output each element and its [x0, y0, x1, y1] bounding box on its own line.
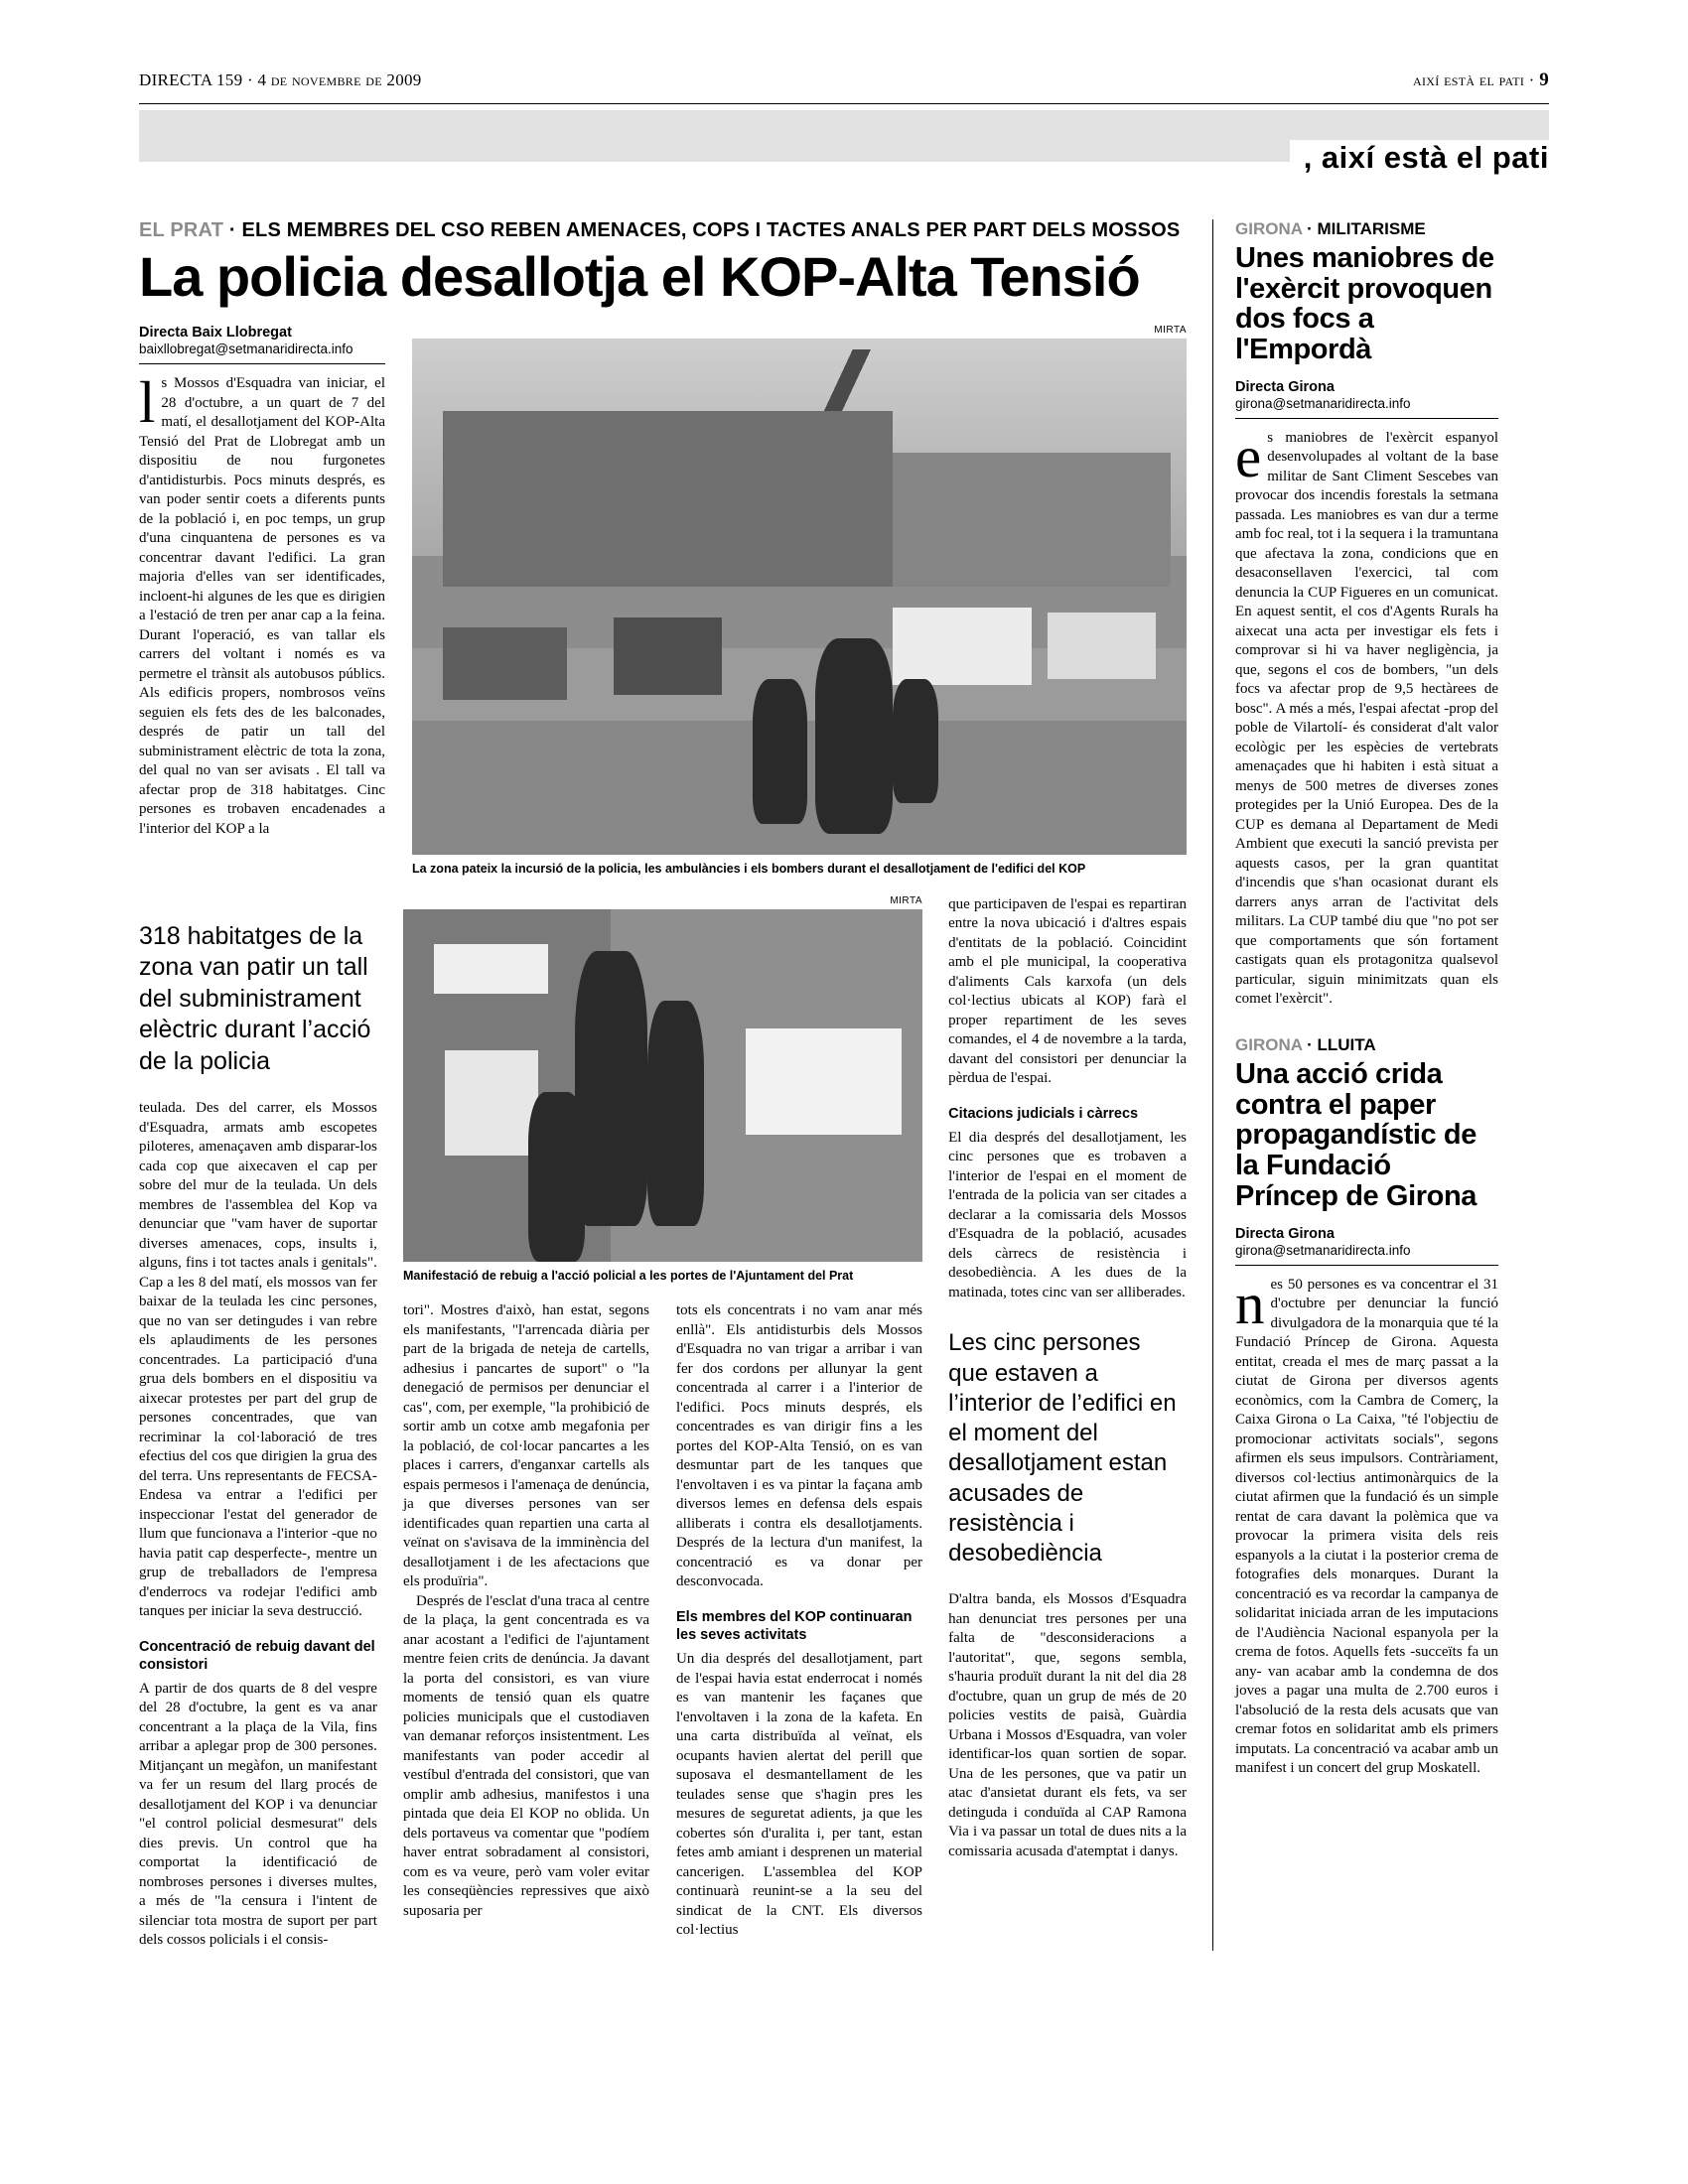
photo-1-officer-3	[893, 679, 939, 803]
masthead	[139, 69, 1549, 103]
byline-rule	[139, 363, 385, 364]
byline-email: baixllobregat@setmanaridirecta.info	[139, 341, 353, 357]
sidebar-1-headline: Unes maniobres de l'exèrcit provoquen dos focs a l'Empordà	[1235, 242, 1494, 366]
pull-quote-1: 318 habitatges de la zona van patir un tall del subministrament elèctric durant l’acció de la policia	[139, 921, 371, 1075]
photo-2-officer-3	[528, 1092, 586, 1261]
photo-2-papers	[445, 1050, 538, 1157]
photo-1-truck	[443, 627, 567, 700]
sidebar-1-kicker-place: GIRONA	[1235, 219, 1303, 238]
column-3	[676, 1301, 922, 1940]
col1-paragraph-1: ls Mossos d'Esquadra van iniciar, el 28 d'octubre, a un quart de 7 del matí, el desallotjament del KOP-Alta Tensió del Prat de Llobregat amb un dispositiu de nou furgonetes d'antidisturbis. Pocs minuts després, es van poder sentir coets a diferents punts de la població i, en poc temps, un grup d'una cinquantena de persones es va concentrar davant l'edifici. La gran majoria d'elles van ser identificades, incloent-hi algunes de les que es dirigien a l'estació de tren per anar cap a la feina. Durant l'operació, es van tallar els carrers del voltant i només es va permetre el trànsit als autobusos públics. Als edificis propers, nombrosos veïns seguien els fets des de les balconades, després de patir un tall del subministrament elèctric de tota la zona, del qual no van ser avisats . El tall va afectar prop de 318 habitatges. Cinc persones es trobaven encadenades a l'interior del KOP a la	[139, 369, 385, 837]
column-gap-2	[922, 895, 948, 1951]
column-1-continued	[139, 895, 377, 1951]
column-gap	[377, 895, 403, 1951]
byline: Directa Baix Llobregat	[139, 325, 292, 341]
sidebar-1-kicker-rest: · MILITARISME	[1302, 219, 1426, 238]
photo-2-caption: Manifestació de rebuig a l'acció policial a les portes de l'Ajuntament del Prat	[403, 1268, 854, 1283]
sidebar-2-kicker	[1235, 1035, 1498, 1055]
photo-2-officer-1	[575, 951, 647, 1226]
col3-paragraph-2: Un dia després del desallotjament, part de l'espai havia estat enderrocat i només es van mantenir les façanes que l'envoltaven i la zona de la kafeta. En una carta distribuïda al veïnat, els ocupants havien alertat del perill que suposava el desmantellament de les teulades sense que s'hagin pres les mesures de seguretat adients, ja que les cobertes són d'uralita i, per tant, estan fetes amb amiant i desprenen un material cancerigen. L'assemblea del KOP continuarà reunint-se a la seu del sindicat de la CNT. Els diversos col·lectius	[676, 1651, 922, 1939]
photo-1	[412, 339, 1187, 855]
col4-subhead: Citacions judicials i càrrecs	[948, 1105, 1139, 1122]
sidebar-2-byline: Directa Girona	[1235, 1225, 1335, 1242]
column-1	[139, 325, 385, 878]
sidebar	[1212, 219, 1498, 1951]
col2-paragraph-1: tori". Mostres d'això, han estat, segons els manifestants, "l'arrencada diària per part de la brigada de neteja de cartells, adhesius i pancartes de suport" o "la denegació de permisos per denunciar el cas", com, per exemple, "la prohibició de sortir amb un cotxe amb megafonia per la població, de col·locar pancartes a les places i carrers, d'enganxar cartells als espais permesos i l'amenaça de denúncia, ja que diverses persones van ser identificades quan repartien una carta al veïnat on s'avisava de la imminència del desallotjament i de les afectacions que els produïria".	[403, 1302, 649, 1590]
col4-paragraph-2: El dia després del desallotjament, les cinc persones que es trobaven a l'interior de l'espai en el moment de l'entrada de la policia van ser citades a declarar a la comissaria dels Mossos d'Esquadra de la població, acusades dels càrrecs de resistència i desobediència. A les dues de la matinada, totes cinc van ser alliberades.	[948, 1129, 1187, 1300]
col2-paragraph-2: Després de l'esclat d'una traca al centre de la plaça, la gent concentrada es va anar acostant a l'edifici de l'ajuntament mentre feien crits de denúncia. Ja davant la porta del consistori, es van viure moments de tensió quan els quatre policies municipals que el custodiaven van demanar reforços insistentment. Les manifestants van poder accedir al vestíbul d'entrada del consistori, que van omplir amb adhesius, manifestos i una pintada que deia El KOP no oblida. Un dels portaveus va comentar que "podíem haver entrat sobradament al consistori, com es va veure, però vam voler evitar les conseqüències repressives que això suposaria per	[403, 1592, 649, 1919]
photo-1-officer-1	[815, 638, 893, 835]
photo-1-building	[443, 411, 892, 587]
sidebar-2-headline: Una acció crida contra el paper propagandístic de la Fundació Príncep de Girona	[1235, 1057, 1477, 1212]
kicker-place: EL PRAT	[139, 219, 224, 241]
masthead-rule	[139, 103, 1549, 104]
sidebar-2-kicker-place: GIRONA	[1235, 1034, 1303, 1054]
main-sidebar-gutter	[1187, 219, 1212, 1951]
mid-region	[139, 895, 1187, 1951]
column-4	[948, 895, 1187, 1951]
col3-subhead: Els membres del KOP continuaran les seves activitats	[676, 1608, 913, 1643]
col1-subhead: Concentració de rebuig davant del consistori	[139, 1638, 375, 1673]
photo-1-firetruck	[1048, 613, 1156, 680]
article-kicker	[139, 219, 1187, 242]
masthead-left: DIRECTA 159 · 4 de novembre de 2009	[139, 70, 422, 89]
col1-paragraph-2: teulada. Des del carrer, els Mossos d'Esquadra, armats amb escopetes piloteres, amenaçaven amb disparar-los cada cop que aixecaven el cap per sobre del mur de la teulada. Un dels membres de l'assemblea del Kop va denunciar que "vam haver de suportar diverses amenaces, cops, insults i, alguns, fins i tot tactes anals i genitals". Cap a les 8 del matí, els mossos van fer baixar de la teulada les cinc persones, que no van ser detingudes i van rebre els aplaudiments de les persones concentrades. La participació d'una grua dels bombers en el dispositiu va aixecar protestes per part del grup de persones concentrades, que van recriminar la col·laboració de tres efectius del cos que dirigien la grua des del terra. Uns representants de FECSA-Endesa va entrar a l'edifici per inspeccionar l'estat del generador de llum que funcionava a l'interior -que no havia patit cap desperfecte-, mentre un grup de treballadors de l'empresa d'enderrocs va rodejar l'edifici amb tanques per iniciar la seva destrucció.	[139, 1100, 377, 1620]
photo-1-wrap	[412, 325, 1187, 878]
page-number: 9	[1539, 69, 1549, 90]
col1-paragraph-3: A partir de dos quarts de 8 del vespre del 28 d'octubre, la gent es va anar concentrant a la plaça de la Vila, fins arribar a aplegar prop de 300 persones. Mitjançant un megàfon, un manifestant va fer un resum del llarg procés de desallotjament del KOP i va denunciar "el control policial desmesurat" dels dies previs. Un control que ha comportat la identificació de nombroses persones i diverses multes, a més de "la censura i l'intent de silenciar tota mostra de suport per part dels cossos policials i el consis-	[139, 1680, 377, 1949]
sidebar-1-kicker	[1235, 219, 1498, 239]
sidebar-2-email: girona@setmanaridirecta.info	[1235, 1242, 1411, 1258]
col4-paragraph-3: D'altra banda, els Mossos d'Esquadra han denunciat tres persones per una falta de "desconsideracions a l'autoritat", que, segons sembla, s'hauria produït durant la nit del dia 28 d'octubre, quan un grup de més de 20 policies vestits de paisà, Guàrdia Urbana i Mossos d'Esquadra, van voler identificar-los quan sortien de sopar. Una de les persones, que va patir un atac d'ansietat durant els fets, va ser detinguda i conduïda al CAP Ramona Via i va passar un total de dues nits a la comissaria acusada d'atemptat i danys.	[948, 1591, 1187, 1859]
section-band	[139, 110, 1549, 175]
masthead-section: així està el pati ·	[1413, 70, 1540, 89]
col3-paragraph-1: tots els concentrats i no vam anar més enllà". Els antidisturbis dels Mossos d'Esquadra no van trigar a arribar i van fer dos cordons per allunyar la gent concentrada al carrer i a l'interior de l'edifici. Pocs minuts després, els concentrades es van dirigir fins a les portes del KOP-Alta Tensió, on es van desmuntar part de les tanques que l'envoltaven i es va pintar la façana amb diversos lemes en defensa dels espais alliberats i contra els desallotjaments. Després de la lectura d'un manifest, la concentració es va donar per desconvocada.	[676, 1302, 922, 1590]
masthead-right	[1413, 69, 1549, 91]
sidebar-2-kicker-rest: · LLUITA	[1302, 1034, 1376, 1054]
sidebar-article-2	[1235, 1035, 1498, 1779]
photo-1-credit: MIRTA	[1154, 325, 1187, 337]
photo-2-credit: MIRTA	[890, 894, 922, 906]
photo-1-ambulance	[893, 608, 1032, 685]
col4-paragraph-1: que participaven de l'espai es repartiran entre la nova ubicació i d'altres espais d'entitats de la població. Coincidint amb el ple municipal, la cooperativa d'aliments Cals karxofa (un dels col·lectius ubicats al KOP) farà el proper repartiment de les seves comandes, el 4 de novembre a la tarda, davant del consistori per denunciar la pèrdua de l'espai.	[948, 895, 1187, 1087]
sidebar-1-body: es maniobres de l'exèrcit espanyol desenvolupades al voltant de la base militar de Sant Climent Sescebes van provocar dos incendis forestals la setmana passada. Les maniobres es van dur a terme amb foc real, tot i la sequera i la tramuntana que afectava la zona, condicions que en desaconsellaven l'exercici, tal com denuncia la CUP Figueres en un comunicat. En aquest sentit, el cos d'Agents Rurals ha aixecat una acta per investigar els fets i comprovar si hi va haver negligència, ja que, segons el cos de bombers, "un dels focs va afectar prop de 9,5 hectàrees de bosc". A més a més, l'espai afectat -prop del poble de Vilartolí- és considerat d'alt valor ecològic per les espècies de vertebrats amenaçades que hi habiten i està situat a menys de 500 metres de diverses zones protegides per la Unió Europea. Des de la CUP es demana al Departament de Medi Ambient que executi la sanció prevista per aquests casos, per la gran quantitat d'incendis que s'han ocasionat durant els darrers anys arran de l'activitat dels militars. La CUP també diu que "no pot ser que comportaments que són fortament castigats quan els protagonitza qualsevol particular, siguin minimitzats quan els comet l'exèrcit".	[1235, 423, 1498, 1008]
top-region	[139, 325, 1187, 878]
photo-2-officer-2	[647, 1001, 705, 1226]
columns-2-3	[403, 1301, 922, 1940]
sidebar-1-rule	[1235, 418, 1498, 419]
photo-2	[403, 909, 922, 1262]
page-content	[139, 219, 1549, 1951]
photo-2-banner	[746, 1028, 902, 1135]
photo-1-van	[614, 617, 722, 695]
sidebar-1-email: girona@setmanaridirecta.info	[1235, 395, 1411, 411]
photo-1-building-right	[893, 453, 1172, 587]
sidebar-article-1	[1235, 219, 1498, 1010]
column-2-3-block	[403, 895, 922, 1951]
pull-quote-2: Les cinc persones que estaven a l’interior de l’edifici en el moment del desallotjament estan acusades de resistència i desobediència	[948, 1329, 1177, 1567]
section-band-title: , així està el pati	[1290, 140, 1549, 176]
photo-1-caption: La zona pateix la incursió de la policia, les ambulàncies i els bombers durant el desallotjament de l'edifici del KOP	[412, 862, 1086, 877]
photo-1-officer-2	[753, 679, 807, 824]
article-headline: La policia desallotja el KOP-Alta Tensió	[139, 245, 1140, 308]
kicker-rest: · ELS MEMBRES DEL CSO REBEN AMENACES, COPS I TACTES ANALS PER PART DELS MOSSOS	[223, 219, 1181, 241]
sidebar-2-rule	[1235, 1265, 1498, 1266]
sidebar-1-byline: Directa Girona	[1235, 378, 1335, 395]
column-2	[403, 1301, 649, 1940]
main-article	[139, 219, 1187, 1951]
sidebar-2-body: nes 50 persones es va concentrar el 31 d'octubre per denunciar la funció divulgadora de la monarquia que té la Fundació Príncep de Girona. Aquesta entitat, creada el mes de març passat a la ciutat de Girona per diversos agents econòmics, com la Cambra de Comerç, la Caixa Girona o La Caixa, "té l'objectiu de promocionar activitats socials", segons afirmen els seus impulsors. Contràriament, diversos col·lectius antimonàrquics de la ciutat afirmen que la fundació és un simple rentat de cara davant la polèmica que va provocar la primera visita dels reis espanyols a la ciutat i la posterior crema de fotografies dels monarques. Durant la concentració es va recordar la campanya de solidaritat iniciada arran de les imputacions de l'Audiència Nacional espanyola per la crema de fotos. Aquells fets -succeïts fa un any- van acabar amb la condemna de dos joves a pagar una multa de 2.700 euros i l'absolució de la resta dels acusats que van cremar fotos en solidaritat amb els primers imputats. La concentració va acabar amb un manifest i un concert del grup Moskatell.	[1235, 1270, 1498, 1777]
photo-2-poster	[434, 944, 548, 994]
